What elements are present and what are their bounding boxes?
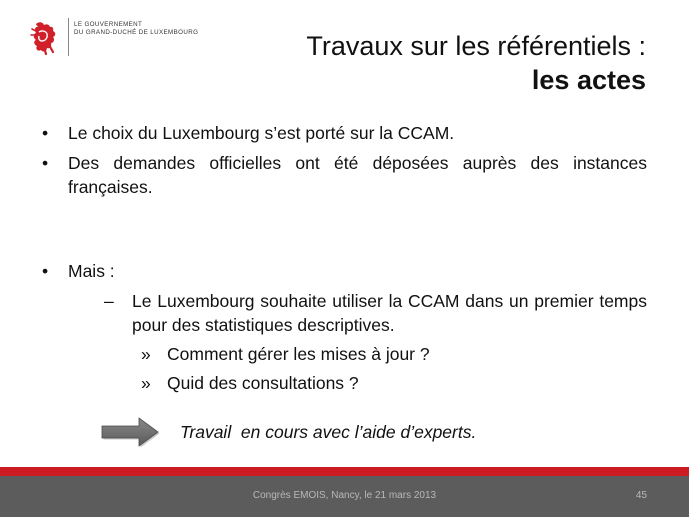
bullet-text: Des demandes officielles ont été déposées auprès des instances françaises. [68, 153, 647, 197]
slide-body [40, 121, 647, 395]
footer-bar [0, 476, 689, 517]
government-logo [30, 18, 200, 60]
bullet-item [40, 151, 647, 199]
subsub-item-text: Comment gérer les mises à jour ? [167, 344, 430, 364]
slide-title-line-2: les actes [531, 65, 646, 95]
logo-line-1: LE GOUVERNEMENT [74, 21, 143, 28]
sub-item [40, 289, 647, 337]
bullet-text: Mais : [68, 261, 115, 281]
raquo-mark: » [141, 344, 151, 364]
right-arrow-icon [99, 415, 161, 449]
slide-title-line-1: Travaux sur les référentiels : [306, 31, 646, 61]
logo-text [74, 21, 198, 37]
subsub-item-text: Quid des consultations ? [167, 373, 359, 393]
footer-red-stripe [0, 467, 689, 476]
logo-divider [68, 18, 69, 56]
sub-item-text: Le Luxembourg souhaite utiliser la CCAM dans un premier temps pour des statistiques descriptives. [132, 291, 647, 335]
bullet-mark: • [42, 261, 49, 281]
bullet-item [40, 121, 647, 145]
bullet-text: Le choix du Luxembourg s’est porté sur la CCAM. [68, 123, 455, 143]
bullet-mark: • [42, 153, 49, 173]
red-lion-icon [30, 20, 60, 56]
logo-line-2: DU GRAND-DUCHÉ DE LUXEMBOURG [74, 29, 199, 36]
footer-caption: Congrès EMOIS, Nancy, le 21 mars 2013 [252, 490, 437, 501]
slide-title [306, 29, 646, 97]
bullet-item-mais [40, 259, 647, 283]
conclusion-text: Travail en cours avec l’aide d’experts. [180, 422, 477, 442]
page-number: 45 [635, 490, 647, 501]
subsub-item [40, 371, 647, 395]
raquo-mark: » [141, 373, 151, 393]
subsub-item [40, 342, 647, 366]
dash-mark: – [104, 291, 114, 311]
bullet-mark: • [42, 123, 49, 143]
